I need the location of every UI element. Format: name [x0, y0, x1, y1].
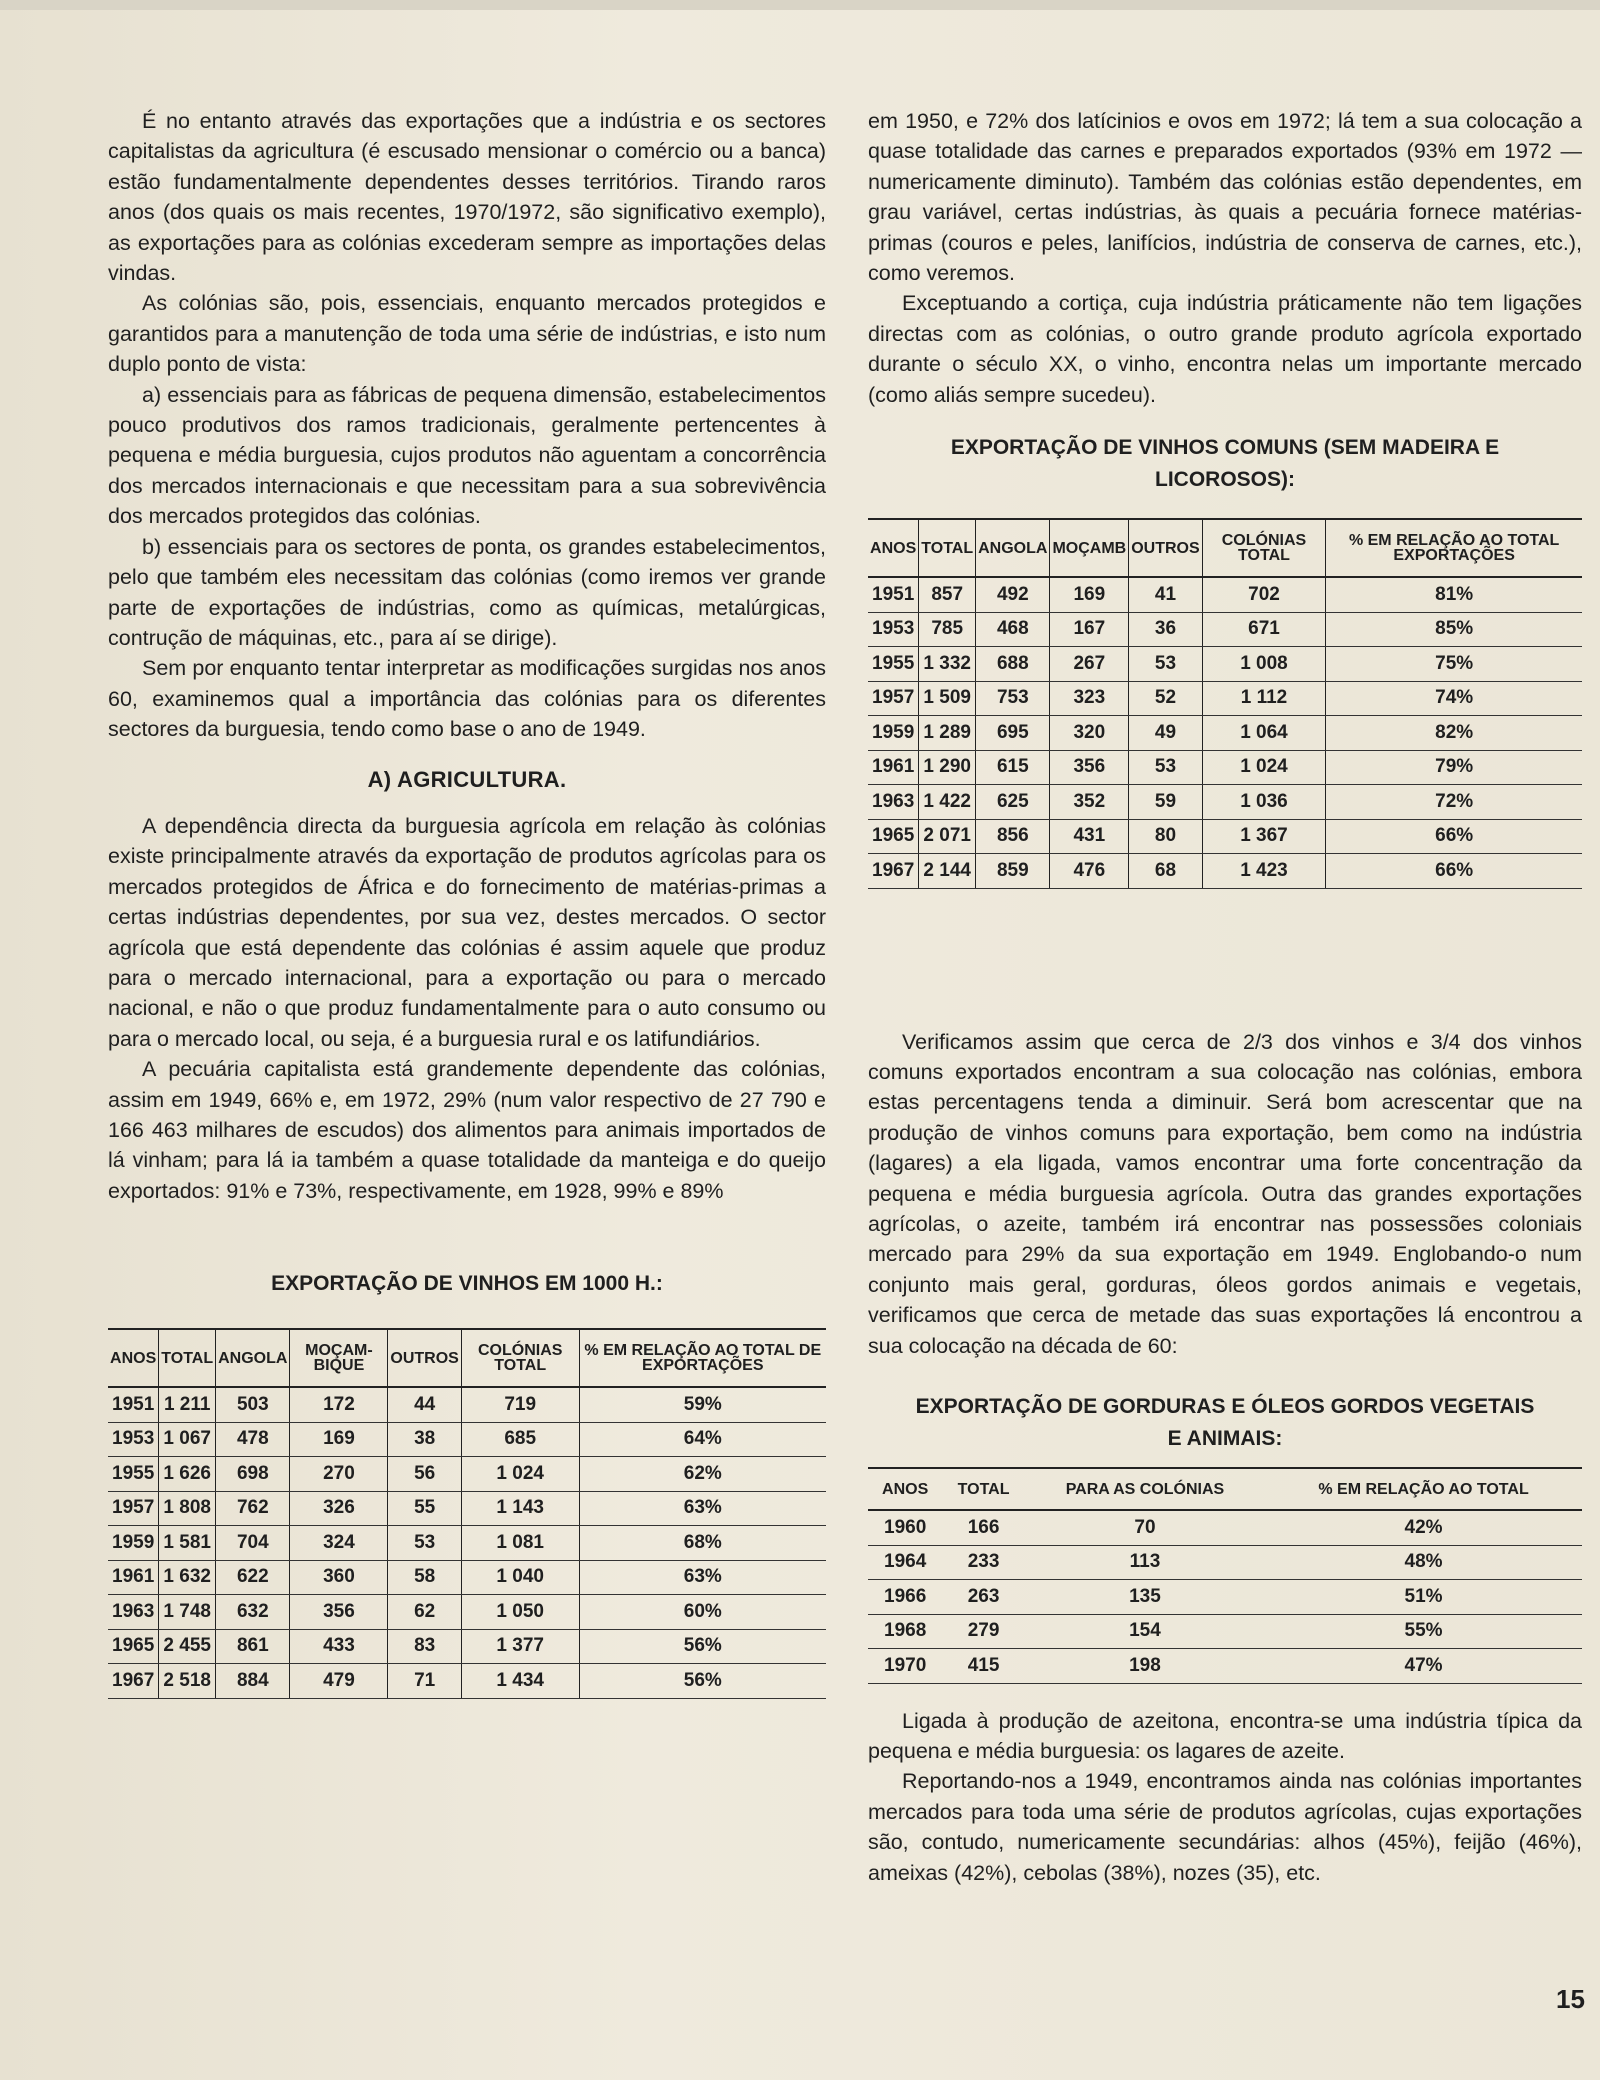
paragraph: As colónias são, pois, essenciais, enquanto mercados protegidos e garantidos para a manutenção de toda uma série de indústrias, e isto num duplo ponto de vista: [108, 291, 826, 377]
table-title: EXPORTAÇÃO DE VINHOS COMUNS (SEM MADEIRA E LICOROSOS): [950, 436, 1500, 492]
common-wine-exports-table [868, 518, 1582, 889]
column-header: TOTAL [942, 1468, 1025, 1510]
year-cell: 1955 [108, 1457, 159, 1492]
paragraph: em 1950, e 72% dos latícinios e ovos em 1972; lá tem a sua colocação a quase totalidade das carnes e preparados exportados (93% em 1972 — numericamente diminuto). Também das colónias estão dependentes, em grau variável, certas indústrias, às quais a pecuária fornece matérias-primas (couros e peles, lanifícios, indústria de conserva de carnes, etc.), como veremos. [868, 109, 1582, 286]
page-top-edge [0, 0, 1600, 10]
column-header: COLÓNIAS TOTAL [461, 1329, 579, 1387]
page-number: 15 [1556, 1984, 1585, 2014]
table-cell: 762 [216, 1491, 290, 1526]
table-row [868, 647, 1582, 682]
table-cell: 1 289 [919, 716, 976, 751]
table-cell: 68% [579, 1526, 826, 1561]
table-cell: 42% [1265, 1510, 1582, 1545]
table-cell: 632 [216, 1595, 290, 1630]
table-cell: 198 [1025, 1649, 1265, 1684]
table-cell: 60% [579, 1595, 826, 1630]
table-cell: 66% [1326, 819, 1582, 854]
paragraph: A pecuária capitalista está grandemente dependente das colónias, assim em 1949, 66% e, em 1972, 29% (num valor respectivo de 27 790 e 166 463 milhares de escudos) dos alimentos para animais importados de lá vinham; para lá ia também a quase totalidade da manteiga e do queijo exportados: 91% e 73%, respectivamente, em 1928, 99% e 89% [108, 1057, 826, 1203]
column-header: PARA AS COLÓNIAS [1025, 1468, 1265, 1510]
table-cell: 169 [1050, 577, 1129, 612]
year-cell: 1965 [108, 1629, 159, 1664]
paragraph: Sem por enquanto tentar interpretar as modificações surgidas nos anos 60, examinemos qual a importância das colónias para os diferentes sectores da burguesia, tendo como base o ano de 1949. [108, 656, 826, 742]
table-cell: 1 211 [159, 1387, 216, 1422]
section-heading: A) AGRICULTURA. [367, 766, 567, 792]
table-row [868, 1614, 1582, 1649]
table-cell: 55% [1265, 1614, 1582, 1649]
table-cell: 2 071 [919, 819, 976, 854]
table-cell: 352 [1050, 785, 1129, 820]
table-cell: 622 [216, 1560, 290, 1595]
list-item-b: b) essenciais para os sectores de ponta, os grandes estabelecimentos, pelo que também eles necessitam das colónias (como iremos ver grande parte de exportações de indústrias, como as químicas, metalúrgicas, contrução de máquinas, etc., para aí se dirige). [108, 534, 826, 650]
table-cell: 753 [976, 681, 1050, 716]
table-cell: 1 509 [919, 681, 976, 716]
table-cell: 415 [942, 1649, 1025, 1684]
table-cell: 1 581 [159, 1526, 216, 1561]
year-cell: 1961 [868, 750, 919, 785]
table-cell: 785 [919, 612, 976, 647]
table-row [868, 1545, 1582, 1580]
table-cell: 56% [579, 1664, 826, 1699]
table-cell: 433 [290, 1629, 388, 1664]
table-cell: 861 [216, 1629, 290, 1664]
table-cell: 53 [1129, 750, 1202, 785]
column-header: % EM RELAÇÃO AO TOTAL [1265, 1468, 1582, 1510]
table-cell: 79% [1326, 750, 1582, 785]
table-cell: 356 [1050, 750, 1129, 785]
table-cell: 702 [1202, 577, 1326, 612]
table-row [108, 1491, 826, 1526]
table-cell: 82% [1326, 716, 1582, 751]
table-cell: 1 808 [159, 1491, 216, 1526]
table-cell: 44 [388, 1387, 461, 1422]
column-header: % EM RELAÇÃO AO TOTAL DE EXPORTAÇÕES [579, 1329, 826, 1387]
table-cell: 62% [579, 1457, 826, 1492]
table-cell: 503 [216, 1387, 290, 1422]
column-header: ANOS [108, 1329, 159, 1387]
table-header-row [868, 519, 1582, 577]
table-cell: 857 [919, 577, 976, 612]
table-cell: 75% [1326, 647, 1582, 682]
table-cell: 270 [290, 1457, 388, 1492]
table-cell: 685 [461, 1422, 579, 1457]
table-cell: 80 [1129, 819, 1202, 854]
table-cell: 1 434 [461, 1664, 579, 1699]
wine-exports-table [108, 1328, 826, 1699]
table-cell: 74% [1326, 681, 1582, 716]
table-cell: 263 [942, 1580, 1025, 1615]
table-cell: 71 [388, 1664, 461, 1699]
column-header: TOTAL [159, 1329, 216, 1387]
paragraph: Reportando-nos a 1949, encontramos ainda nas colónias importantes mercados para toda uma série de produtos agrícolas, cujas exportações são, contudo, numericamente secundárias: alhos (45%), feijão (46%), ameixas (42%), cebolas (38%), nozes (35), etc. [868, 1769, 1582, 1885]
year-cell: 1970 [868, 1649, 942, 1684]
table-cell: 719 [461, 1387, 579, 1422]
table-cell: 52 [1129, 681, 1202, 716]
table-cell: 56 [388, 1457, 461, 1492]
column-header: OUTROS [1129, 519, 1202, 577]
table-cell: 323 [1050, 681, 1129, 716]
column-header: TOTAL [919, 519, 976, 577]
table-cell: 51% [1265, 1580, 1582, 1615]
table-row [108, 1526, 826, 1561]
year-cell: 1959 [868, 716, 919, 751]
year-cell: 1961 [108, 1560, 159, 1595]
fats-oils-exports-table [868, 1467, 1582, 1684]
table-cell: 63% [579, 1560, 826, 1595]
table-cell: 698 [216, 1457, 290, 1492]
table-cell: 1 067 [159, 1422, 216, 1457]
paragraph: A dependência directa da burguesia agrícola em relação às colónias existe principalmente através da exportação de produtos agrícolas para os mercados protegidos de África e do fornecimento de matérias-primas a certas indústrias dependentes, por sua vez, destes mercados. O sector agrícola que está dependente das colónias é assim aquele que produz para o mercado internacional, para a exportação ou para o mercado nacional, e não o que produz fundamentalmente para o auto consumo ou para o mercado local, ou seja, é a burguesia rural e os latifundiários. [108, 813, 826, 1051]
table-title: EXPORTAÇÃO DE VINHOS EM 1000 H.: [271, 1272, 663, 1296]
year-cell: 1955 [868, 647, 919, 682]
table-cell: 72% [1326, 785, 1582, 820]
table-cell: 320 [1050, 716, 1129, 751]
table-row [108, 1457, 826, 1492]
table-cell: 326 [290, 1491, 388, 1526]
table-cell: 1 422 [919, 785, 976, 820]
table-cell: 41 [1129, 577, 1202, 612]
table-cell: 48% [1265, 1545, 1582, 1580]
column-header: % EM RELAÇÃO AO TOTAL EXPORTAÇÕES [1326, 519, 1582, 577]
year-cell: 1957 [108, 1491, 159, 1526]
table-cell: 1 290 [919, 750, 976, 785]
table-cell: 1 064 [1202, 716, 1326, 751]
table-cell: 83 [388, 1629, 461, 1664]
table-cell: 135 [1025, 1580, 1265, 1615]
table-cell: 36 [1129, 612, 1202, 647]
table-cell: 625 [976, 785, 1050, 820]
table-cell: 59 [1129, 785, 1202, 820]
table-header-row [868, 1468, 1582, 1510]
table-row [868, 1510, 1582, 1545]
table-cell: 154 [1025, 1614, 1265, 1649]
table-row [868, 1580, 1582, 1615]
year-cell: 1957 [868, 681, 919, 716]
table-cell: 167 [1050, 612, 1129, 647]
table-row [108, 1422, 826, 1457]
table-cell: 55 [388, 1491, 461, 1526]
table-cell: 279 [942, 1614, 1025, 1649]
column-header: COLÓNIAS TOTAL [1202, 519, 1326, 577]
year-cell: 1964 [868, 1545, 942, 1580]
table-cell: 70 [1025, 1510, 1265, 1545]
table-cell: 1 626 [159, 1457, 216, 1492]
table-cell: 615 [976, 750, 1050, 785]
table-cell: 1 050 [461, 1595, 579, 1630]
table-row [868, 785, 1582, 820]
table-cell: 1 112 [1202, 681, 1326, 716]
year-cell: 1960 [868, 1510, 942, 1545]
year-cell: 1966 [868, 1580, 942, 1615]
table-cell: 63% [579, 1491, 826, 1526]
table-row [108, 1629, 826, 1664]
year-cell: 1951 [868, 577, 919, 612]
year-cell: 1968 [868, 1614, 942, 1649]
table-cell: 166 [942, 1510, 1025, 1545]
table-cell: 172 [290, 1387, 388, 1422]
table-cell: 688 [976, 647, 1050, 682]
table-row [868, 750, 1582, 785]
table-title: EXPORTAÇÃO DE GORDURAS E ÓLEOS GORDOS VEGETAIS E ANIMAIS: [915, 1395, 1535, 1451]
table-cell: 2 518 [159, 1664, 216, 1699]
column-header: MOÇAM-BIQUE [290, 1329, 388, 1387]
table-cell: 169 [290, 1422, 388, 1457]
column-header: ANGOLA [976, 519, 1050, 577]
column-header: ANOS [868, 1468, 942, 1510]
table-cell: 56% [579, 1629, 826, 1664]
table-cell: 85% [1326, 612, 1582, 647]
table-row [108, 1560, 826, 1595]
table-cell: 38 [388, 1422, 461, 1457]
column-header: ANOS [868, 519, 919, 577]
table-cell: 695 [976, 716, 1050, 751]
table-cell: 113 [1025, 1545, 1265, 1580]
table-row [108, 1595, 826, 1630]
table-row [108, 1664, 826, 1699]
table-cell: 1 632 [159, 1560, 216, 1595]
table-cell: 1 423 [1202, 854, 1326, 889]
table-cell: 1 008 [1202, 647, 1326, 682]
table-cell: 1 748 [159, 1595, 216, 1630]
table-cell: 1 036 [1202, 785, 1326, 820]
table-row [868, 716, 1582, 751]
table-cell: 53 [1129, 647, 1202, 682]
table-cell: 53 [388, 1526, 461, 1561]
table-cell: 856 [976, 819, 1050, 854]
year-cell: 1967 [868, 854, 919, 889]
column-header: OUTROS [388, 1329, 461, 1387]
year-cell: 1963 [868, 785, 919, 820]
column-header: MOÇAMB [1050, 519, 1129, 577]
table-cell: 431 [1050, 819, 1129, 854]
table-row [868, 819, 1582, 854]
table-cell: 233 [942, 1545, 1025, 1580]
table-cell: 1 332 [919, 647, 976, 682]
table-cell: 58 [388, 1560, 461, 1595]
table-cell: 267 [1050, 647, 1129, 682]
paragraph: Verificamos assim que cerca de 2/3 dos vinhos e 3/4 dos vinhos comuns exportados encontram a sua colocação nas colónias, embora estas percentagens tenda a diminuir. Será bom acrescentar que na produção de vinhos comuns para exportação, bem como na indústria (lagares) a ela ligada, vamos encontrar uma forte concentração da pequena e média burguesia agrícola. Outra das grandes exportações agrícolas, o azeite, também irá encontrar nas possessões coloniais mercado para 29% da sua exportação em 1949. Englobando-o num conjunto mais geral, gorduras, óleos gordos animais e vegetais, verificamos que cerca de metade das suas exportações lá encontrou a sua colocação na década de 60: [868, 1029, 1582, 1358]
table-row [868, 577, 1582, 612]
table-cell: 704 [216, 1526, 290, 1561]
table-cell: 884 [216, 1664, 290, 1699]
table-cell: 64% [579, 1422, 826, 1457]
table-cell: 62 [388, 1595, 461, 1630]
left-column [108, 106, 826, 1699]
column-header: ANGOLA [216, 1329, 290, 1387]
paragraph: Ligada à produção de azeitona, encontra-se uma indústria típica da pequena e média burguesia: os lagares de azeite. [868, 1708, 1582, 1763]
table-cell: 671 [1202, 612, 1326, 647]
table-cell: 1 024 [461, 1457, 579, 1492]
table-cell: 492 [976, 577, 1050, 612]
table-cell: 1 143 [461, 1491, 579, 1526]
year-cell: 1965 [868, 819, 919, 854]
table-row [868, 681, 1582, 716]
paragraph: É no entanto através das exportações que a indústria e os sectores capitalistas da agricultura (é escusado mensionar o comércio ou a banca) estão fundamentalmente dependentes desses territórios. Tirando raros anos (dos quais os mais recentes, 1970/1972, são significativo exemplo), as exportações para as colónias excederam sempre as importações delas vindas. [108, 109, 826, 286]
table-header-row [108, 1329, 826, 1387]
table-cell: 59% [579, 1387, 826, 1422]
year-cell: 1953 [108, 1422, 159, 1457]
table-cell: 356 [290, 1595, 388, 1630]
year-cell: 1967 [108, 1664, 159, 1699]
table-cell: 2 144 [919, 854, 976, 889]
table-cell: 47% [1265, 1649, 1582, 1684]
year-cell: 1953 [868, 612, 919, 647]
year-cell: 1951 [108, 1387, 159, 1422]
table-cell: 476 [1050, 854, 1129, 889]
table-cell: 1 024 [1202, 750, 1326, 785]
table-cell: 68 [1129, 854, 1202, 889]
table-cell: 360 [290, 1560, 388, 1595]
table-cell: 49 [1129, 716, 1202, 751]
table-cell: 1 081 [461, 1526, 579, 1561]
right-column [868, 106, 1582, 1888]
list-item-a: a) essenciais para as fábricas de pequena dimensão, estabelecimentos pouco produtivos dos ramos tradicionais, geralmente pertencentes à pequena e média burguesia, cujos produtos não aguentam a concorrência dos mercados internacionais e que necessitam para a sua sobrevivência dos mercados protegidos das colónias. [108, 382, 826, 529]
table-cell: 1 367 [1202, 819, 1326, 854]
table-cell: 81% [1326, 577, 1582, 612]
year-cell: 1959 [108, 1526, 159, 1561]
table-cell: 1 377 [461, 1629, 579, 1664]
paragraph: Exceptuando a cortiça, cuja indústria práticamente não tem ligações directas com as colónias, o outro grande produto agrícola exportado durante o século XX, o vinho, encontra nelas um importante mercado (como aliás sempre sucedeu). [868, 291, 1582, 407]
table-cell: 1 040 [461, 1560, 579, 1595]
table-row [108, 1387, 826, 1422]
year-cell: 1963 [108, 1595, 159, 1630]
table-cell: 468 [976, 612, 1050, 647]
table-cell: 859 [976, 854, 1050, 889]
table-row [868, 854, 1582, 889]
table-row [868, 1649, 1582, 1684]
table-cell: 479 [290, 1664, 388, 1699]
table-cell: 66% [1326, 854, 1582, 889]
table-row [868, 612, 1582, 647]
table-cell: 2 455 [159, 1629, 216, 1664]
table-cell: 324 [290, 1526, 388, 1561]
table-cell: 478 [216, 1422, 290, 1457]
